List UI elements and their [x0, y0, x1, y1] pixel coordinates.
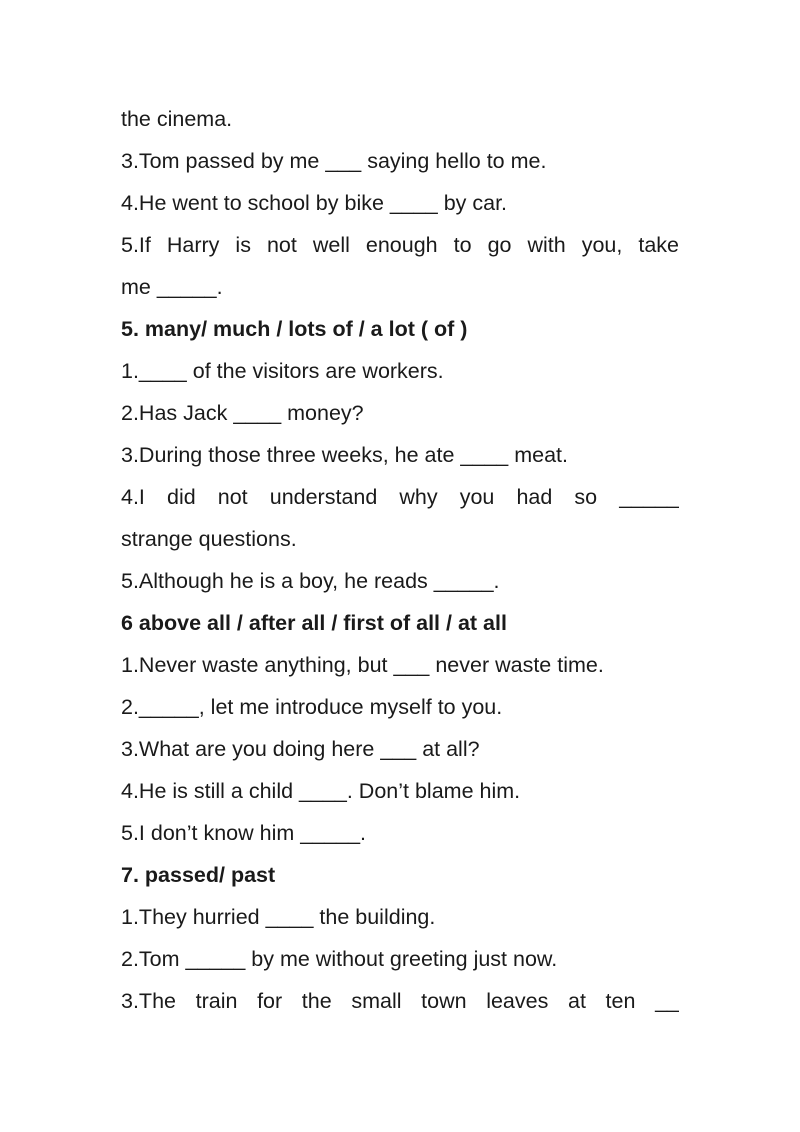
exercise-item: 1.Never waste anything, but ___ never waste time.: [121, 653, 604, 677]
exercise-item: 4.He is still a child ____. Don’t blame him.: [121, 779, 521, 803]
exercise-item: 3.Tom passed by me ___ saying hello to me.: [121, 149, 547, 173]
worksheet-page: [121, 98, 679, 1022]
text-line: the cinema.: [121, 107, 233, 131]
text-line: strange questions.: [121, 527, 297, 551]
section-heading: 5. many/ much / lots of / a lot ( of ): [121, 317, 468, 341]
exercise-item: 3.The train for the small town leaves at ten __: [121, 989, 679, 1013]
exercise-item: 3.During those three weeks, he ate ____ meat.: [121, 443, 568, 467]
exercise-item: 5.If Harry is not well enough to go with you, take: [121, 233, 679, 257]
exercise-item: 1.They hurried ____ the building.: [121, 905, 436, 929]
exercise-item: 3.What are you doing here ___ at all?: [121, 737, 480, 761]
exercise-item: 2._____, let me introduce myself to you.: [121, 695, 503, 719]
section-heading: 7. passed/ past: [121, 863, 276, 887]
exercise-item: 2.Tom _____ by me without greeting just now.: [121, 947, 558, 971]
exercise-item: 4.He went to school by bike ____ by car.: [121, 191, 508, 215]
exercise-item: 5.I don’t know him _____.: [121, 821, 367, 845]
exercise-item: 1.____ of the visitors are workers.: [121, 359, 444, 383]
section-heading: 6 above all / after all / first of all / at all: [121, 611, 507, 635]
exercise-item: 5.Although he is a boy, he reads _____.: [121, 569, 500, 593]
exercise-item: 2.Has Jack ____ money?: [121, 401, 364, 425]
text-line: me _____.: [121, 275, 223, 299]
exercise-item: 4.I did not understand why you had so _____: [121, 485, 679, 509]
